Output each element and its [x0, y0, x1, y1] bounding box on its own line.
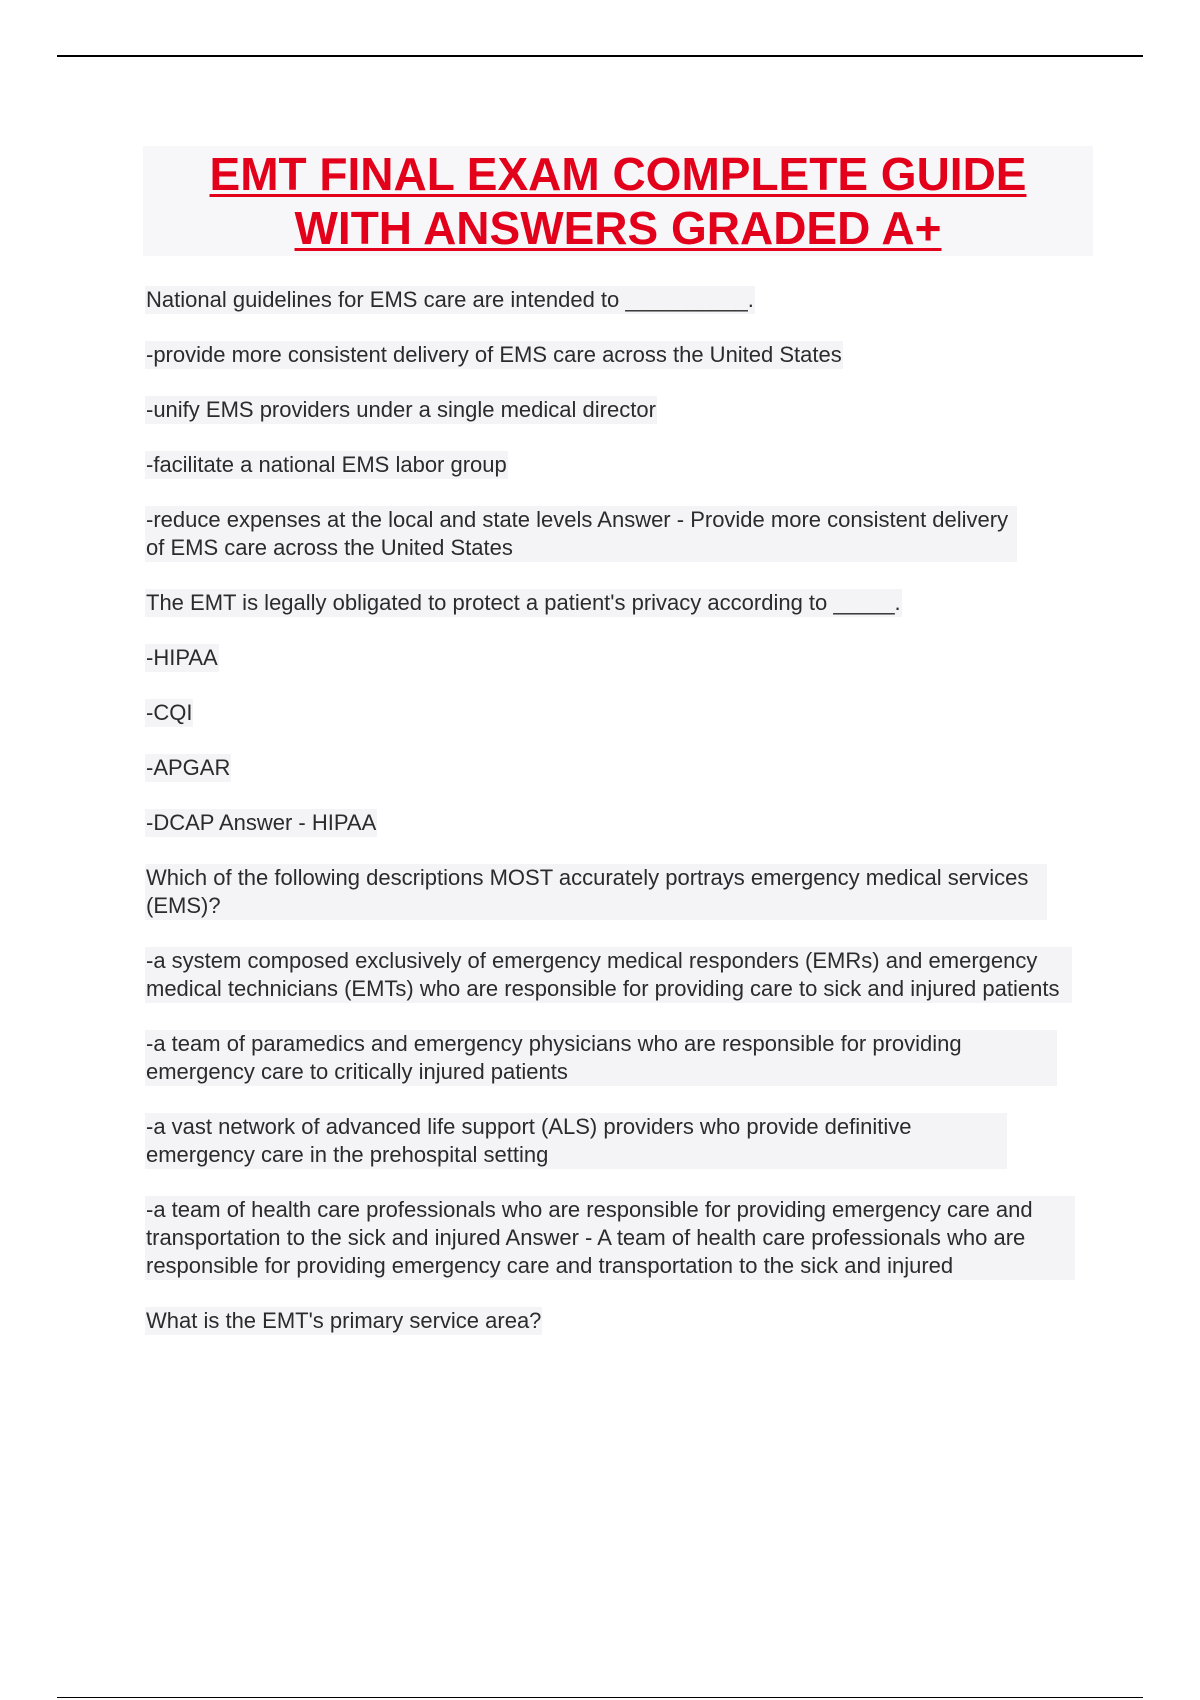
question-3-option-b: -a team of paramedics and emergency physicians who are responsible for providing emergency care to critically injured patients [145, 1030, 1057, 1086]
question-2-option-c: -APGAR [146, 755, 231, 780]
question-4: What is the EMT's primary service area? [146, 1308, 542, 1333]
question-2: The EMT is legally obligated to protect a patient's privacy according to _____. [146, 590, 901, 615]
question-3-option-a: -a system composed exclusively of emergency medical responders (EMRs) and emergency medical technicians (EMTs) who are responsible for providing care to sick and injured patients [145, 947, 1072, 1003]
document-body [145, 286, 1075, 1362]
question-3-option-c: -a vast network of advanced life support (ALS) providers who provide definitive emergency care in the prehospital setting [145, 1113, 1007, 1169]
title-line-2: WITH ANSWERS GRADED A+ [294, 202, 942, 254]
question-3: Which of the following descriptions MOST accurately portrays emergency medical services (EMS)? [145, 864, 1047, 920]
top-divider [57, 55, 1143, 57]
question-2-option-a: -HIPAA [146, 645, 218, 670]
document-title [143, 146, 1093, 256]
question-2-option-d-answer: -DCAP Answer - HIPAA [146, 810, 377, 835]
question-1-option-d-answer: -reduce expenses at the local and state levels Answer - Provide more consistent delivery of EMS care across the United States [145, 506, 1017, 562]
question-3-option-d-answer: -a team of health care professionals who are responsible for providing emergency care and transportation to the sick and injured Answer - A team of health care professionals who are responsible for providing emergency care and transportation to the sick and injured [145, 1196, 1075, 1280]
question-1-option-c: -facilitate a national EMS labor group [146, 452, 507, 477]
question-1-option-b: -unify EMS providers under a single medical director [146, 397, 656, 422]
bottom-divider [57, 1697, 1143, 1698]
title-line-1: EMT FINAL EXAM COMPLETE GUIDE [209, 148, 1027, 200]
question-1-option-a: -provide more consistent delivery of EMS care across the United States [146, 342, 842, 367]
question-1: National guidelines for EMS care are intended to __________. [146, 287, 754, 312]
question-2-option-b: -CQI [146, 700, 193, 725]
